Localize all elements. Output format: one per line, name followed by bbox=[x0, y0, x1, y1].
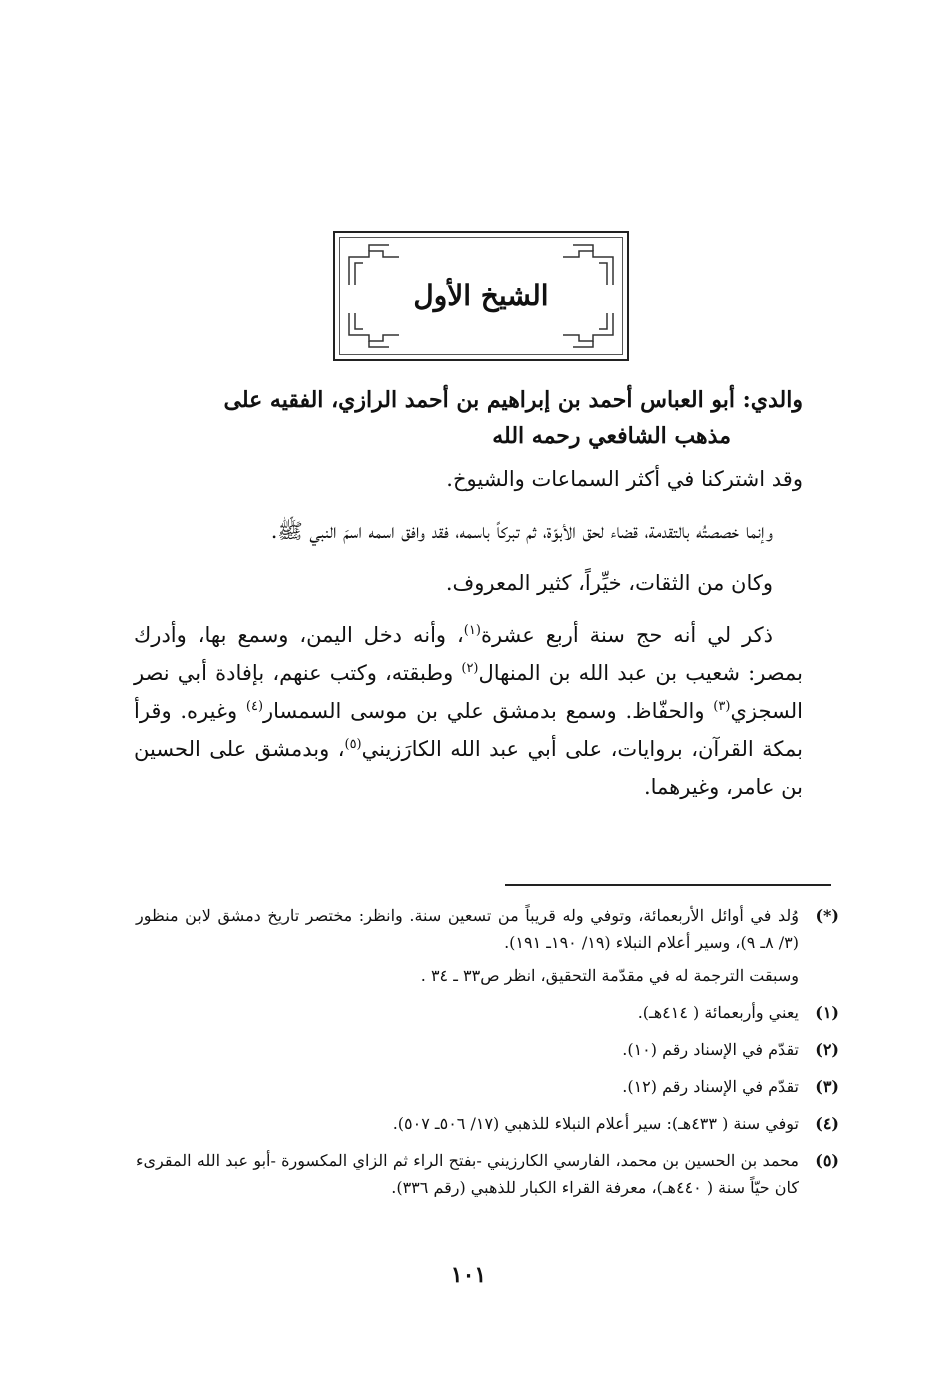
footnote-text: وُلد في أوائل الأربعمائة، وتوفي وله قريباً من تسعين سنة. وانظر: مختصر تاريخ دمشق لابن منظور (٣/ ٨ـ ٩)، وسير أعلام النبلاء (١٩/ ١٩٠ـ ١٩١). bbox=[136, 906, 799, 952]
footnote-mark: (٥) bbox=[815, 1151, 839, 1170]
footnote-text: توفي سنة ( ٤٣٣هـ): سير أعلام النبلاء للذهبي (١٧/ ٥٠٦ـ ٥٠٧). bbox=[392, 1114, 799, 1133]
footnote-4 bbox=[136, 1110, 839, 1137]
footnote-mark: (*) bbox=[815, 906, 839, 925]
footnote-mark: (٣) bbox=[815, 1077, 839, 1096]
footnote-ref-2: (٢) bbox=[461, 661, 479, 676]
footnotes bbox=[136, 902, 839, 1211]
footnote-text: تقدّم في الإسناد رقم (١٠). bbox=[622, 1040, 799, 1059]
footnote-mark: (٢) bbox=[815, 1040, 839, 1059]
footnote-mark: (١) bbox=[815, 1003, 839, 1022]
paragraph-1: وقد اشتركنا في أكثر السماعات والشيوخ. bbox=[446, 467, 803, 491]
footnote-text: محمد بن الحسين بن محمد، الفارسي الكارزيني -بفتح الراء ثم الزاي المكسورة -أبو عبد الله المقرىء كان حيّاً سنة ( ٤٤٠هـ)، معرفة القراء الكبار للذهبي (رقم ٣٣٦). bbox=[136, 1151, 799, 1197]
footnote-ref-5: (٥) bbox=[344, 737, 362, 752]
footnote-3 bbox=[136, 1073, 839, 1100]
footnote-ref-3: (٣) bbox=[713, 699, 731, 714]
text-segment: ، وأنه دخل اليمن، وسمع بها، وأدرك بمصر: شعيب بن عبد الله بن المنهال bbox=[134, 623, 803, 685]
paragraph-3: وكان من الثقات، خيِّراً، كثير المعروف. bbox=[445, 571, 773, 595]
biography-heading bbox=[134, 382, 803, 454]
footnote-text: تقدّم في الإسناد رقم (١٢). bbox=[622, 1077, 799, 1096]
heading-name-line1: أبو العباس أحمد بن إبراهيم بن أحمد الرازي، الفقيه على bbox=[223, 387, 735, 413]
main-text bbox=[134, 382, 803, 820]
footnote-text: يعني وأربعمائة ( ٤١٤هـ). bbox=[637, 1003, 799, 1022]
text-segment: ، وبدمشق على الحسين بن عامر، وغيرهما. bbox=[134, 737, 803, 799]
footnote-separator bbox=[505, 884, 831, 886]
footnote-ref-1: (١) bbox=[463, 623, 481, 638]
paragraph-4 bbox=[134, 616, 803, 806]
heading-name-line2: مذهب الشافعي رحمه الله bbox=[492, 423, 731, 449]
footnote-5 bbox=[136, 1147, 839, 1201]
chapter-title: الشيخ الأول bbox=[413, 279, 549, 312]
text-segment: وطبقته، وكتب عنهم، بإفادة أبي نصر السجزي bbox=[134, 661, 803, 723]
footnote-2 bbox=[136, 1036, 839, 1063]
page-number: ١٠١ bbox=[450, 1262, 487, 1288]
heading-label: والدي: bbox=[742, 387, 803, 413]
footnote-1 bbox=[136, 999, 839, 1026]
text-segment: ذكر لي أنه حج سنة أربع عشرة bbox=[480, 623, 773, 647]
text-segment: وغيره. وقرأ بمكة القرآن، بروايات، على أبي عبد الله الكارَزيني bbox=[134, 699, 804, 761]
text-segment: والحفّاظ. وسمع بدمشق علي بن موسى السمسار bbox=[263, 699, 714, 723]
footnote-star-extra: وسبقت الترجمة له في مقدّمة التحقيق، انظر ص٣٣ ـ ٣٤ . bbox=[420, 966, 799, 985]
footnote-ref-4: (٤) bbox=[245, 699, 264, 714]
paragraph-2: وإنما خصصتُه بالتقدمة، قضاء لحق الأبوّة، ثم تبركاً باسمه، فقد وافق اسمه اسمَ النبي ﷺ. bbox=[270, 519, 773, 543]
footnote-star bbox=[136, 902, 839, 956]
footnote-mark: (٤) bbox=[815, 1114, 839, 1133]
chapter-title-frame bbox=[333, 231, 629, 361]
